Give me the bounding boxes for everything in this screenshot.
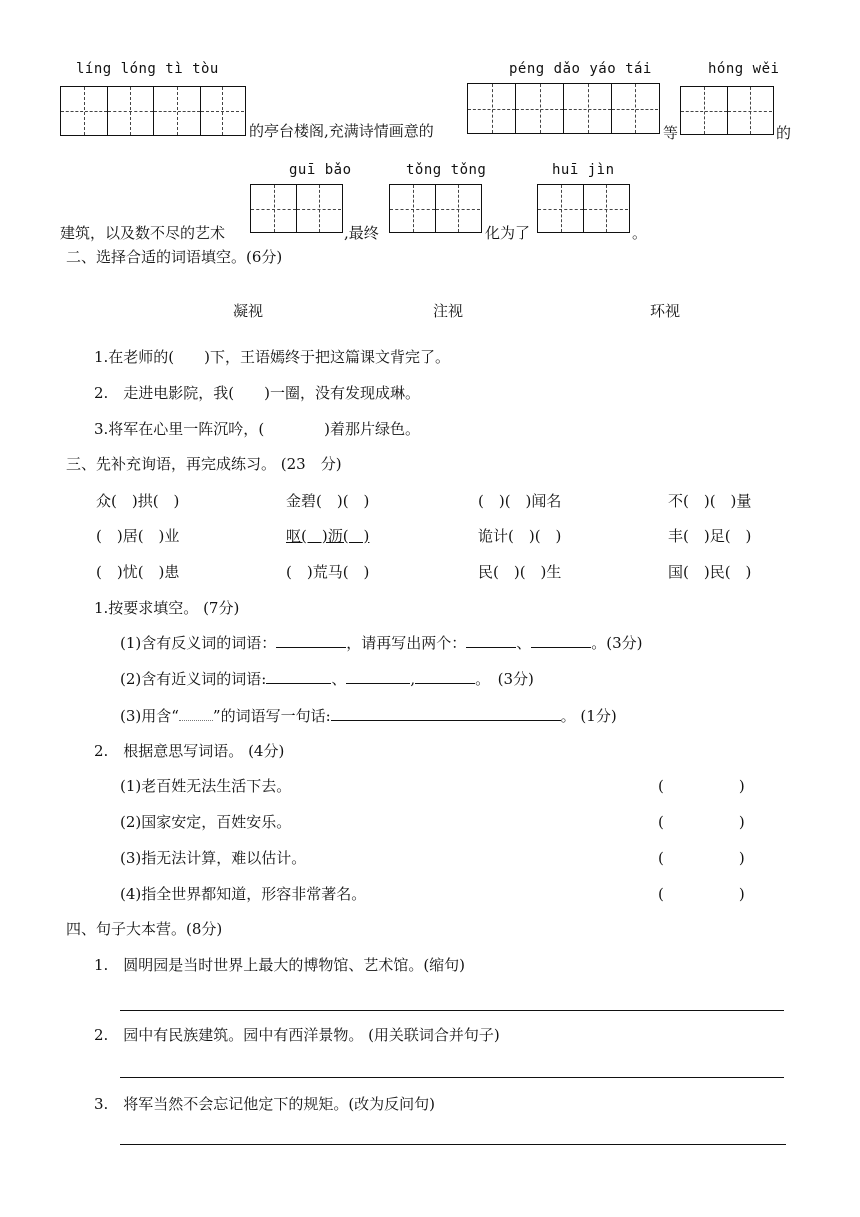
answer-blank[interactable] (466, 647, 516, 648)
meaning-item: (2)国家安定，百姓安乐。 (120, 813, 292, 831)
q1-a (120, 632, 643, 653)
pinyin-guibao: guī bǎo (289, 162, 352, 178)
answer-paren[interactable]: ( ) (658, 885, 745, 903)
q1-c-mid: ”的词语写一句话: (212, 707, 331, 725)
answer-line[interactable] (120, 1077, 784, 1078)
answer-blank[interactable] (346, 683, 410, 684)
idiom-blank[interactable]: ( )忧( )患 (96, 563, 180, 581)
answer-blank[interactable] (266, 683, 331, 684)
idiom-blank[interactable]: ( )荒马( ) (286, 563, 370, 581)
answer-paren[interactable]: ( ) (658, 849, 745, 867)
answer-blank[interactable] (276, 647, 346, 648)
sentence-item-3: 3. 将军当然不会忘记他定下的规矩。(改为反问句) (94, 1095, 436, 1113)
pinyin-hongwei: hóng wěi (708, 61, 780, 77)
idiom-blank[interactable]: 金碧( )( ) (286, 492, 370, 510)
section-2-title: 二、选择合适的词语填空。(6分) (66, 248, 283, 266)
fill-item-3[interactable]: 3.将军在心里一阵沉吟，( )着那片绿色。 (94, 420, 421, 438)
q1-a-prefix: (1)含有反义词的词语： (120, 634, 277, 652)
q1-a-sep: 、 (516, 634, 532, 652)
pinyin-pengdao: péng dǎo yáo tái (509, 61, 652, 77)
q1-c (120, 705, 617, 726)
sentence-item-1: 1. 圆明园是当时世界上最大的博物馆、艺术馆。(缩句) (94, 956, 466, 974)
text-huaweile: 化为了 (485, 224, 531, 242)
answer-blank[interactable] (331, 720, 561, 721)
q1-b-sep2: , (410, 670, 416, 688)
idiom-blank[interactable]: 呕( )沥( ) (286, 527, 370, 545)
idiom-blank[interactable]: 国( )民( ) (668, 563, 752, 581)
q1-title: 1.按要求填空。 (7分) (94, 599, 240, 617)
idiom-blank[interactable]: ( )( )闻名 (478, 492, 562, 510)
answer-paren[interactable]: ( ) (658, 813, 745, 831)
meaning-item: (1)老百姓无法生活下去。 (120, 777, 292, 795)
sentence-item-2: 2. 园中有民族建筑。园中有西洋景物。 (用关联词合并句子) (94, 1026, 500, 1044)
idiom-blank[interactable]: 众( )拱( ) (96, 492, 180, 510)
answer-paren[interactable]: ( ) (658, 777, 745, 795)
word-option-1: 凝视 (233, 302, 264, 320)
char-grid-4[interactable] (467, 83, 660, 134)
meaning-item: (3)指无法计算，难以估计。 (120, 849, 307, 867)
q1-c-suffix: 。 (1分) (560, 707, 617, 725)
char-grid-2[interactable] (680, 86, 774, 135)
text-deng: 等 (663, 124, 679, 142)
idiom-blank[interactable]: ( )居( )业 (96, 527, 180, 545)
q1-b-sep1: 、 (331, 670, 347, 688)
q1-c-prefix: (3)用含“ (120, 707, 179, 725)
section-4-title: 四、句子大本营。(8分) (66, 920, 223, 938)
q1-a-mid: ，请再写出两个： (346, 634, 467, 652)
answer-blank[interactable] (415, 683, 475, 684)
char-grid-2[interactable] (537, 184, 630, 233)
word-option-2: 注视 (433, 302, 464, 320)
q1-b-suffix: 。 (3分) (475, 670, 534, 688)
answer-line[interactable] (120, 1010, 784, 1011)
fill-item-2[interactable]: 2. 走进电影院，我( )一圈，没有发现成琳。 (94, 384, 421, 402)
q1-a-suffix: 。(3分) (591, 634, 643, 652)
text-jianzhu: 建筑，以及数不尽的艺术 (60, 224, 226, 242)
pinyin-huijin: huī jìn (552, 162, 615, 178)
meaning-item: (4)指全世界都知道，形容非常著名。 (120, 885, 367, 903)
text-tingtai: 的亭台楼阁,充满诗情画意的 (249, 122, 434, 140)
char-grid-4[interactable] (60, 86, 246, 136)
idiom-blank[interactable]: 丰( )足( ) (668, 527, 752, 545)
word-option-3: 环视 (650, 302, 681, 320)
pinyin-linglong: líng lóng tì tòu (76, 61, 219, 77)
text-zuizhong: ,最终 (344, 224, 379, 242)
q2-title: 2. 根据意思写词语。 (4分) (94, 742, 285, 760)
idiom-blank[interactable]: 民( )( )生 (478, 563, 562, 581)
answer-line[interactable] (120, 1144, 786, 1145)
text-period: 。 (632, 224, 648, 242)
idiom-blank[interactable]: 诡计( )( ) (478, 527, 562, 545)
char-grid-2[interactable] (389, 184, 482, 233)
text-de: 的 (776, 124, 792, 142)
pinyin-tongtong: tǒng tǒng (406, 162, 487, 178)
wavy-underline (179, 710, 213, 721)
section-3-title: 三、先补充询语，再完成练习。 (23 分) (66, 455, 342, 473)
q1-b-prefix: (2)含有近义词的词语: (120, 670, 267, 688)
char-grid-2[interactable] (250, 184, 343, 233)
answer-blank[interactable] (531, 647, 591, 648)
fill-item-1[interactable]: 1.在老师的( )下，王语嫣终于把这篇课文背完了。 (94, 348, 451, 366)
q1-b (120, 668, 534, 689)
idiom-blank[interactable]: 不( )( )量 (668, 492, 752, 510)
